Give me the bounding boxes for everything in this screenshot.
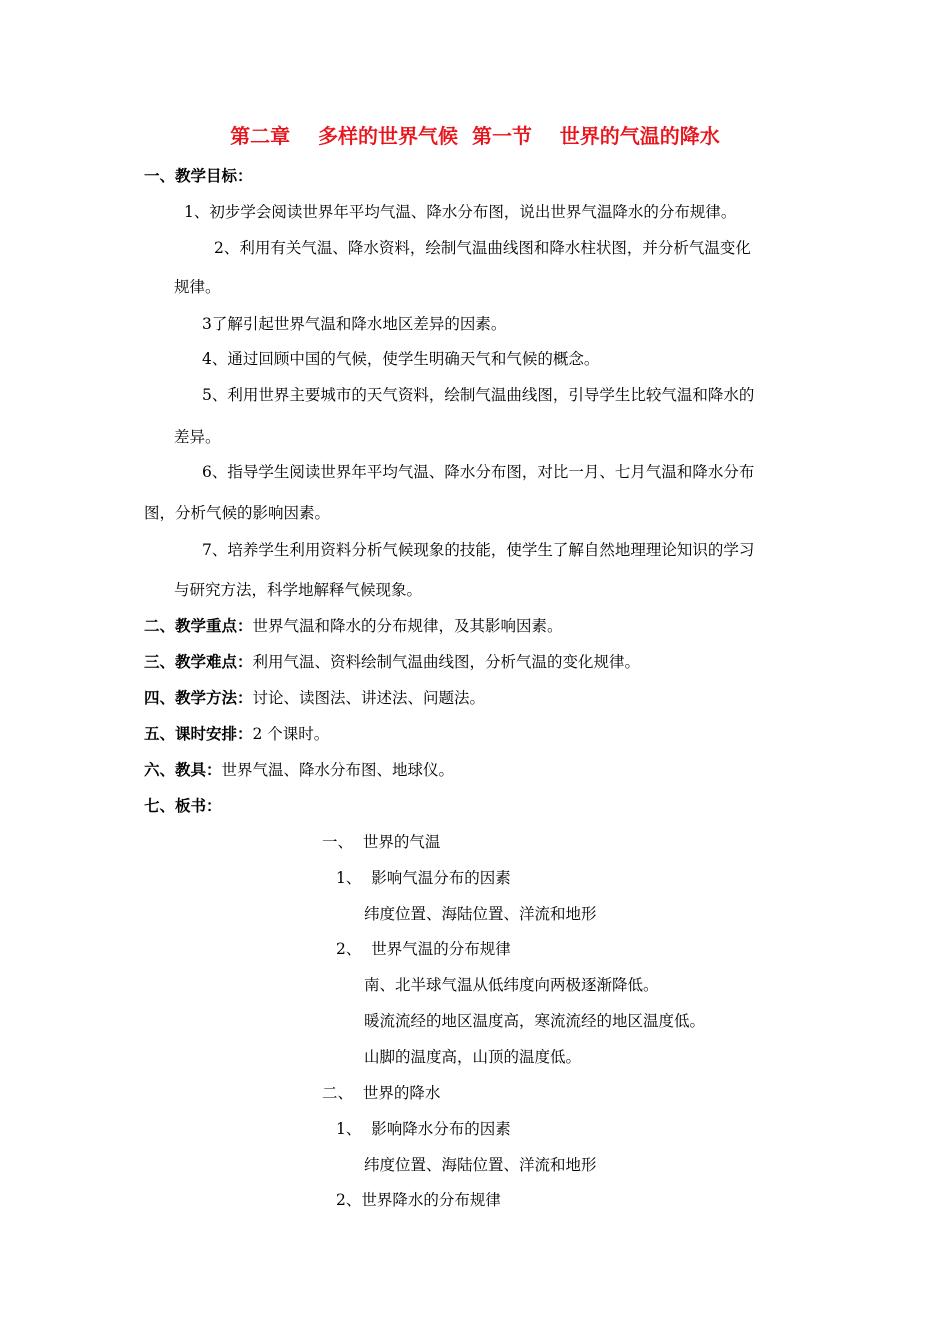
board-line: 1、 影响气温分布的因素 <box>336 869 511 887</box>
board-line: 一、 世界的气温 <box>322 833 441 851</box>
difficulties-label: 三、教学难点： <box>144 653 253 671</box>
board-line: 纬度位置、海陆位置、洋流和地形 <box>364 1156 597 1174</box>
objective-item: 与研究方法，科学地解释气候现象。 <box>174 581 423 599</box>
objective-item: 5、利用世界主要城市的天气资料，绘制气温曲线图，引导学生比较气温和降水的 <box>202 386 755 404</box>
objective-item: 1、初步学会阅读世界年平均气温、降水分布图，说出世界气温降水的分布规律。 <box>184 203 737 221</box>
board-line: 暖流流经的地区温度高，寒流流经的地区温度低。 <box>364 1012 706 1030</box>
objectives-heading: 一、教学目标： <box>144 167 253 185</box>
tools-label: 六、教具： <box>144 761 222 779</box>
board-line: 山脚的温度高，山顶的温度低。 <box>364 1048 582 1066</box>
objective-item: 3了解引起世界气温和降水地区差异的因素。 <box>202 315 507 333</box>
key-points-label: 二、教学重点： <box>144 617 253 635</box>
key-points-text: 世界气温和降水的分布规律，及其影响因素。 <box>252 617 563 635</box>
board-line: 2、世界降水的分布规律 <box>336 1191 501 1209</box>
board-heading: 七、板书： <box>144 797 222 815</box>
methods-line <box>144 688 485 708</box>
schedule-text: 2 个课时。 <box>252 725 330 743</box>
objective-item: 2、利用有关气温、降水资料，绘制气温曲线图和降水柱状图，并分析气温变化 <box>214 239 751 257</box>
schedule-line <box>144 724 329 744</box>
board-line: 二、 世界的降水 <box>322 1084 441 1102</box>
objective-item: 6、指导学生阅读世界年平均气温、降水分布图，对比一月、七月气温和降水分布 <box>202 463 755 481</box>
document-title: 第二章 多样的世界气候 第一节 世界的气温的降水 <box>230 124 720 148</box>
difficulties-text: 利用气温、资料绘制气温曲线图，分析气温的变化规律。 <box>252 653 641 671</box>
objective-item: 差异。 <box>174 428 221 446</box>
tools-line <box>144 760 454 780</box>
methods-label: 四、教学方法： <box>144 689 253 707</box>
key-points-line <box>144 616 563 636</box>
objective-item: 规律。 <box>174 278 221 296</box>
methods-text: 讨论、读图法、讲述法、问题法。 <box>252 689 486 707</box>
objective-item: 7、培养学生利用资料分析气候现象的技能，使学生了解自然地理理论知识的学习 <box>202 541 755 559</box>
board-line: 1、 影响降水分布的因素 <box>336 1120 511 1138</box>
board-line: 2、 世界气温的分布规律 <box>336 940 511 958</box>
difficulties-line <box>144 652 640 672</box>
objective-item: 4、通过回顾中国的气候，使学生明确天气和气候的概念。 <box>202 350 600 368</box>
objective-item: 图，分析气候的影响因素。 <box>144 504 331 522</box>
schedule-label: 五、课时安排： <box>144 725 253 743</box>
board-line: 纬度位置、海陆位置、洋流和地形 <box>364 905 597 923</box>
board-line: 南、北半球气温从低纬度向两极逐渐降低。 <box>364 976 659 994</box>
tools-text: 世界气温、降水分布图、地球仪。 <box>221 761 455 779</box>
